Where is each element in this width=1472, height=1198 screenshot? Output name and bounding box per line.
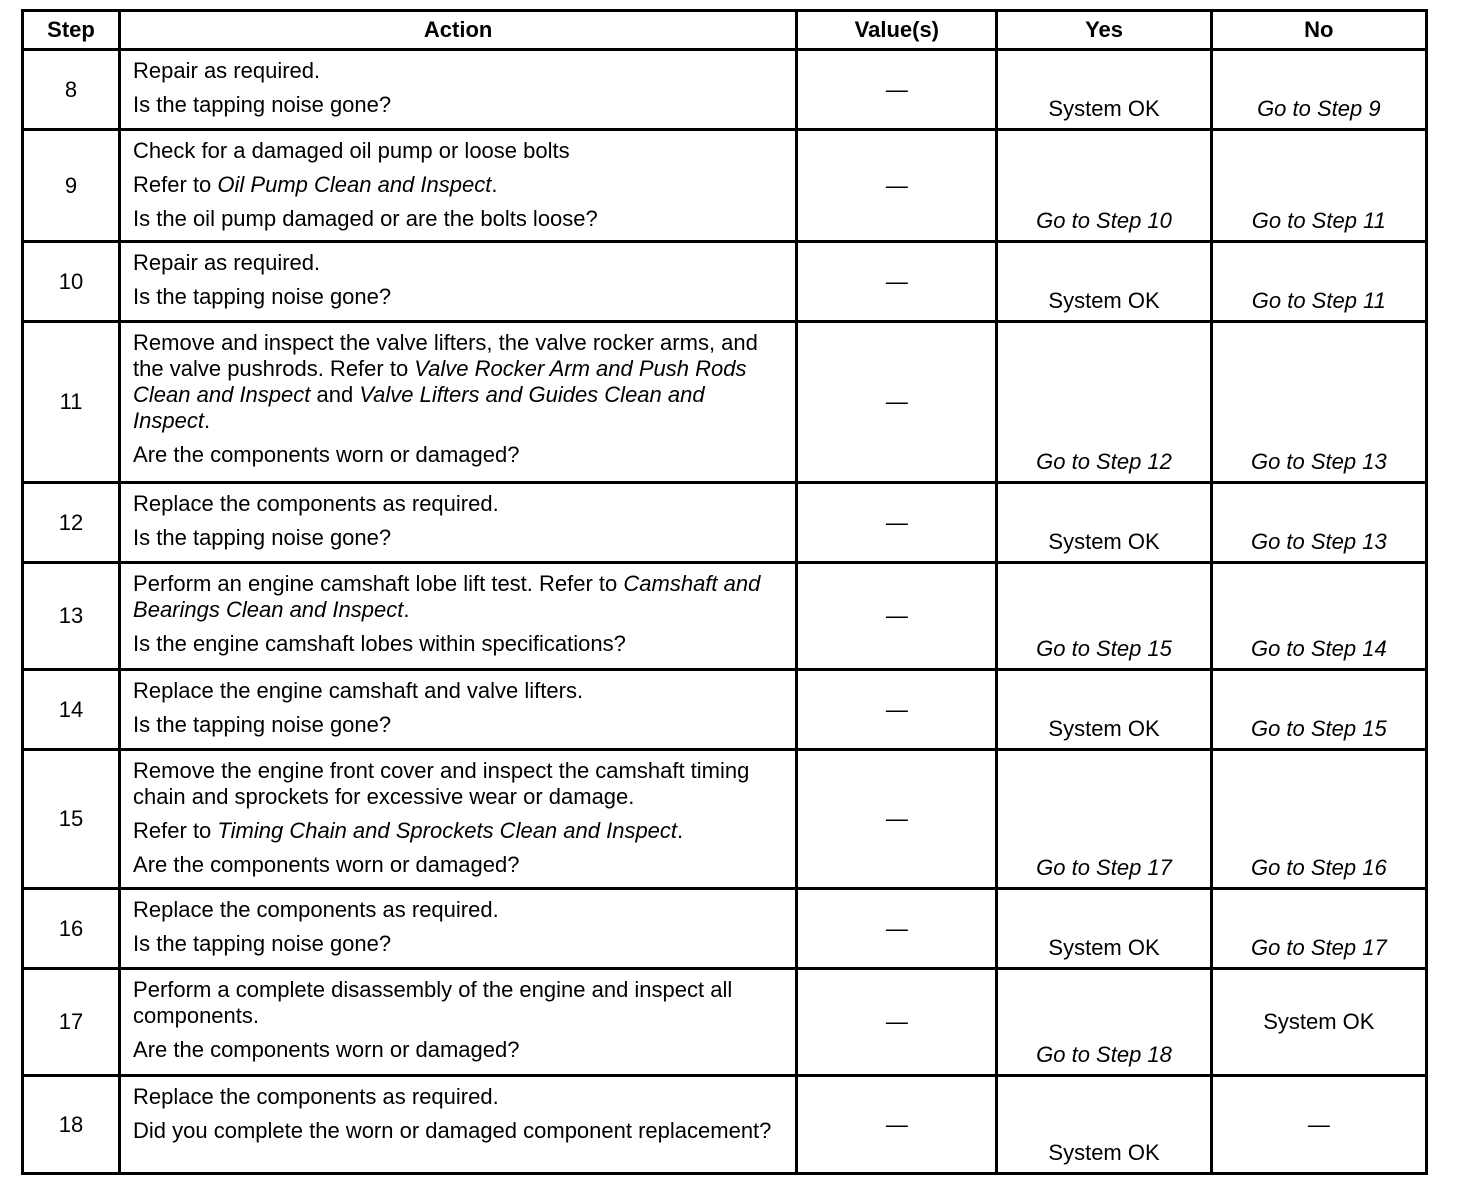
action-text: Are the components worn or damaged? <box>133 1037 520 1062</box>
action-text: Check for a damaged oil pump or loose bolts <box>133 138 570 163</box>
action-text: Replace the components as required. <box>133 491 499 516</box>
step-number: 17 <box>23 969 120 1076</box>
action-paragraph <box>133 571 783 623</box>
action-cell <box>120 1076 797 1174</box>
action-text: Repair as required. <box>133 250 321 275</box>
action-paragraph <box>133 330 783 434</box>
yes-cell: Go to Step 15 <box>997 563 1211 670</box>
header-yes: Yes <box>997 11 1211 50</box>
value-cell: — <box>797 322 997 483</box>
header-step: Step <box>23 11 120 50</box>
yes-cell: System OK <box>997 483 1211 563</box>
action-paragraph <box>133 852 783 878</box>
no-cell: Go to Step 11 <box>1211 130 1426 242</box>
action-text: Are the components worn or damaged? <box>133 852 520 877</box>
action-paragraph <box>133 58 783 84</box>
table-row <box>23 1076 1427 1174</box>
value-cell: — <box>797 242 997 322</box>
action-text: Did you complete the worn or damaged component replacement? <box>133 1118 772 1143</box>
yes-cell: System OK <box>997 670 1211 750</box>
action-cell <box>120 322 797 483</box>
action-text: Is the oil pump damaged or are the bolts loose? <box>133 206 598 231</box>
step-number: 18 <box>23 1076 120 1174</box>
value-cell: — <box>797 483 997 563</box>
yes-cell: Go to Step 17 <box>997 750 1211 889</box>
yes-cell: Go to Step 18 <box>997 969 1211 1076</box>
action-paragraph <box>133 525 783 551</box>
diagnostic-table <box>21 9 1428 1175</box>
table-row <box>23 483 1427 563</box>
no-cell: Go to Step 13 <box>1211 322 1426 483</box>
action-paragraph <box>133 172 783 198</box>
action-paragraph <box>133 631 783 657</box>
action-text: Are the components worn or damaged? <box>133 442 520 467</box>
yes-cell: Go to Step 12 <box>997 322 1211 483</box>
action-cell <box>120 889 797 969</box>
action-text: Replace the components as required. <box>133 897 499 922</box>
action-text: Is the tapping noise gone? <box>133 92 392 117</box>
table-row <box>23 322 1427 483</box>
value-cell: — <box>797 889 997 969</box>
value-cell: — <box>797 1076 997 1174</box>
table-row <box>23 242 1427 322</box>
value-cell: — <box>797 670 997 750</box>
action-paragraph <box>133 1084 783 1110</box>
action-text: Replace the components as required. <box>133 1084 499 1109</box>
value-cell: — <box>797 50 997 130</box>
action-paragraph <box>133 712 783 738</box>
procedure-reference: Camshaft and Bearings Clean and Inspect <box>133 571 761 622</box>
action-paragraph <box>133 897 783 923</box>
action-text: . <box>203 408 211 433</box>
step-number: 12 <box>23 483 120 563</box>
action-paragraph <box>133 931 783 957</box>
table-row <box>23 563 1427 670</box>
action-cell <box>120 969 797 1076</box>
value-cell: — <box>797 969 997 1076</box>
table-row <box>23 889 1427 969</box>
action-cell <box>120 50 797 130</box>
action-text: . <box>403 597 410 622</box>
header-row <box>23 11 1427 50</box>
action-text: Is the engine camshaft lobes within specifications? <box>133 631 626 656</box>
value-cell: — <box>797 750 997 889</box>
header-values: Value(s) <box>797 11 997 50</box>
step-number: 13 <box>23 563 120 670</box>
action-cell <box>120 130 797 242</box>
no-cell: Go to Step 17 <box>1211 889 1426 969</box>
action-text: Remove the engine front cover and inspect the camshaft timing chain and sprockets for excessive wear or damage. <box>133 758 750 809</box>
yes-cell: Go to Step 10 <box>997 130 1211 242</box>
table-row <box>23 130 1427 242</box>
action-paragraph <box>133 818 783 844</box>
no-cell: Go to Step 16 <box>1211 750 1426 889</box>
action-paragraph <box>133 758 783 810</box>
yes-cell: System OK <box>997 889 1211 969</box>
no-cell: — <box>1211 1076 1426 1174</box>
action-text: Is the tapping noise gone? <box>133 525 392 550</box>
action-paragraph <box>133 678 783 704</box>
action-paragraph <box>133 284 783 310</box>
step-number: 15 <box>23 750 120 889</box>
action-paragraph <box>133 206 783 232</box>
no-cell: Go to Step 11 <box>1211 242 1426 322</box>
table-row <box>23 50 1427 130</box>
step-number: 9 <box>23 130 120 242</box>
action-text: Perform a complete disassembly of the engine and inspect all components. <box>133 977 733 1028</box>
action-text: Is the tapping noise gone? <box>133 931 392 956</box>
action-cell <box>120 750 797 889</box>
action-paragraph <box>133 491 783 517</box>
action-text: Perform an engine camshaft lobe lift test. Refer to <box>133 571 624 596</box>
action-cell <box>120 483 797 563</box>
procedure-reference: Oil Pump Clean and Inspect <box>217 172 492 197</box>
no-cell: Go to Step 13 <box>1211 483 1426 563</box>
table-row <box>23 969 1427 1076</box>
table-row <box>23 670 1427 750</box>
step-number: 11 <box>23 322 120 483</box>
procedure-reference: Valve Lifters and Guides Clean and Inspect <box>133 382 705 433</box>
value-cell: — <box>797 563 997 670</box>
step-number: 10 <box>23 242 120 322</box>
action-text: Refer to <box>133 172 218 197</box>
no-cell: Go to Step 14 <box>1211 563 1426 670</box>
action-text: . <box>677 818 684 843</box>
action-cell <box>120 670 797 750</box>
action-paragraph <box>133 977 783 1029</box>
action-text: Replace the engine camshaft and valve lifters. <box>133 678 584 703</box>
action-paragraph <box>133 92 783 118</box>
procedure-reference: Timing Chain and Sprockets Clean and Inspect <box>217 818 678 843</box>
action-text: Is the tapping noise gone? <box>133 284 392 309</box>
action-paragraph <box>133 138 783 164</box>
action-cell <box>120 242 797 322</box>
yes-cell: System OK <box>997 242 1211 322</box>
action-text: Is the tapping noise gone? <box>133 712 392 737</box>
action-paragraph <box>133 1118 783 1144</box>
action-text: . <box>491 172 498 197</box>
step-number: 8 <box>23 50 120 130</box>
action-paragraph <box>133 442 783 468</box>
yes-cell: System OK <box>997 1076 1211 1174</box>
yes-cell: System OK <box>997 50 1211 130</box>
step-number: 14 <box>23 670 120 750</box>
header-action: Action <box>120 11 797 50</box>
action-paragraph <box>133 250 783 276</box>
no-cell: Go to Step 9 <box>1211 50 1426 130</box>
step-number: 16 <box>23 889 120 969</box>
header-no: No <box>1211 11 1426 50</box>
action-cell <box>120 563 797 670</box>
action-text: Remove and inspect the valve lifters, the valve rocker arms, and the valve pushrods. Refer to <box>133 330 758 381</box>
action-paragraph <box>133 1037 783 1063</box>
action-text: and <box>310 382 360 407</box>
no-cell: Go to Step 15 <box>1211 670 1426 750</box>
no-cell: System OK <box>1211 969 1426 1076</box>
procedure-reference: Valve Rocker Arm and Push Rods Clean and Inspect <box>133 356 747 407</box>
action-text: Refer to <box>133 818 218 843</box>
table-row <box>23 750 1427 889</box>
action-text: Repair as required. <box>133 58 321 83</box>
value-cell: — <box>797 130 997 242</box>
